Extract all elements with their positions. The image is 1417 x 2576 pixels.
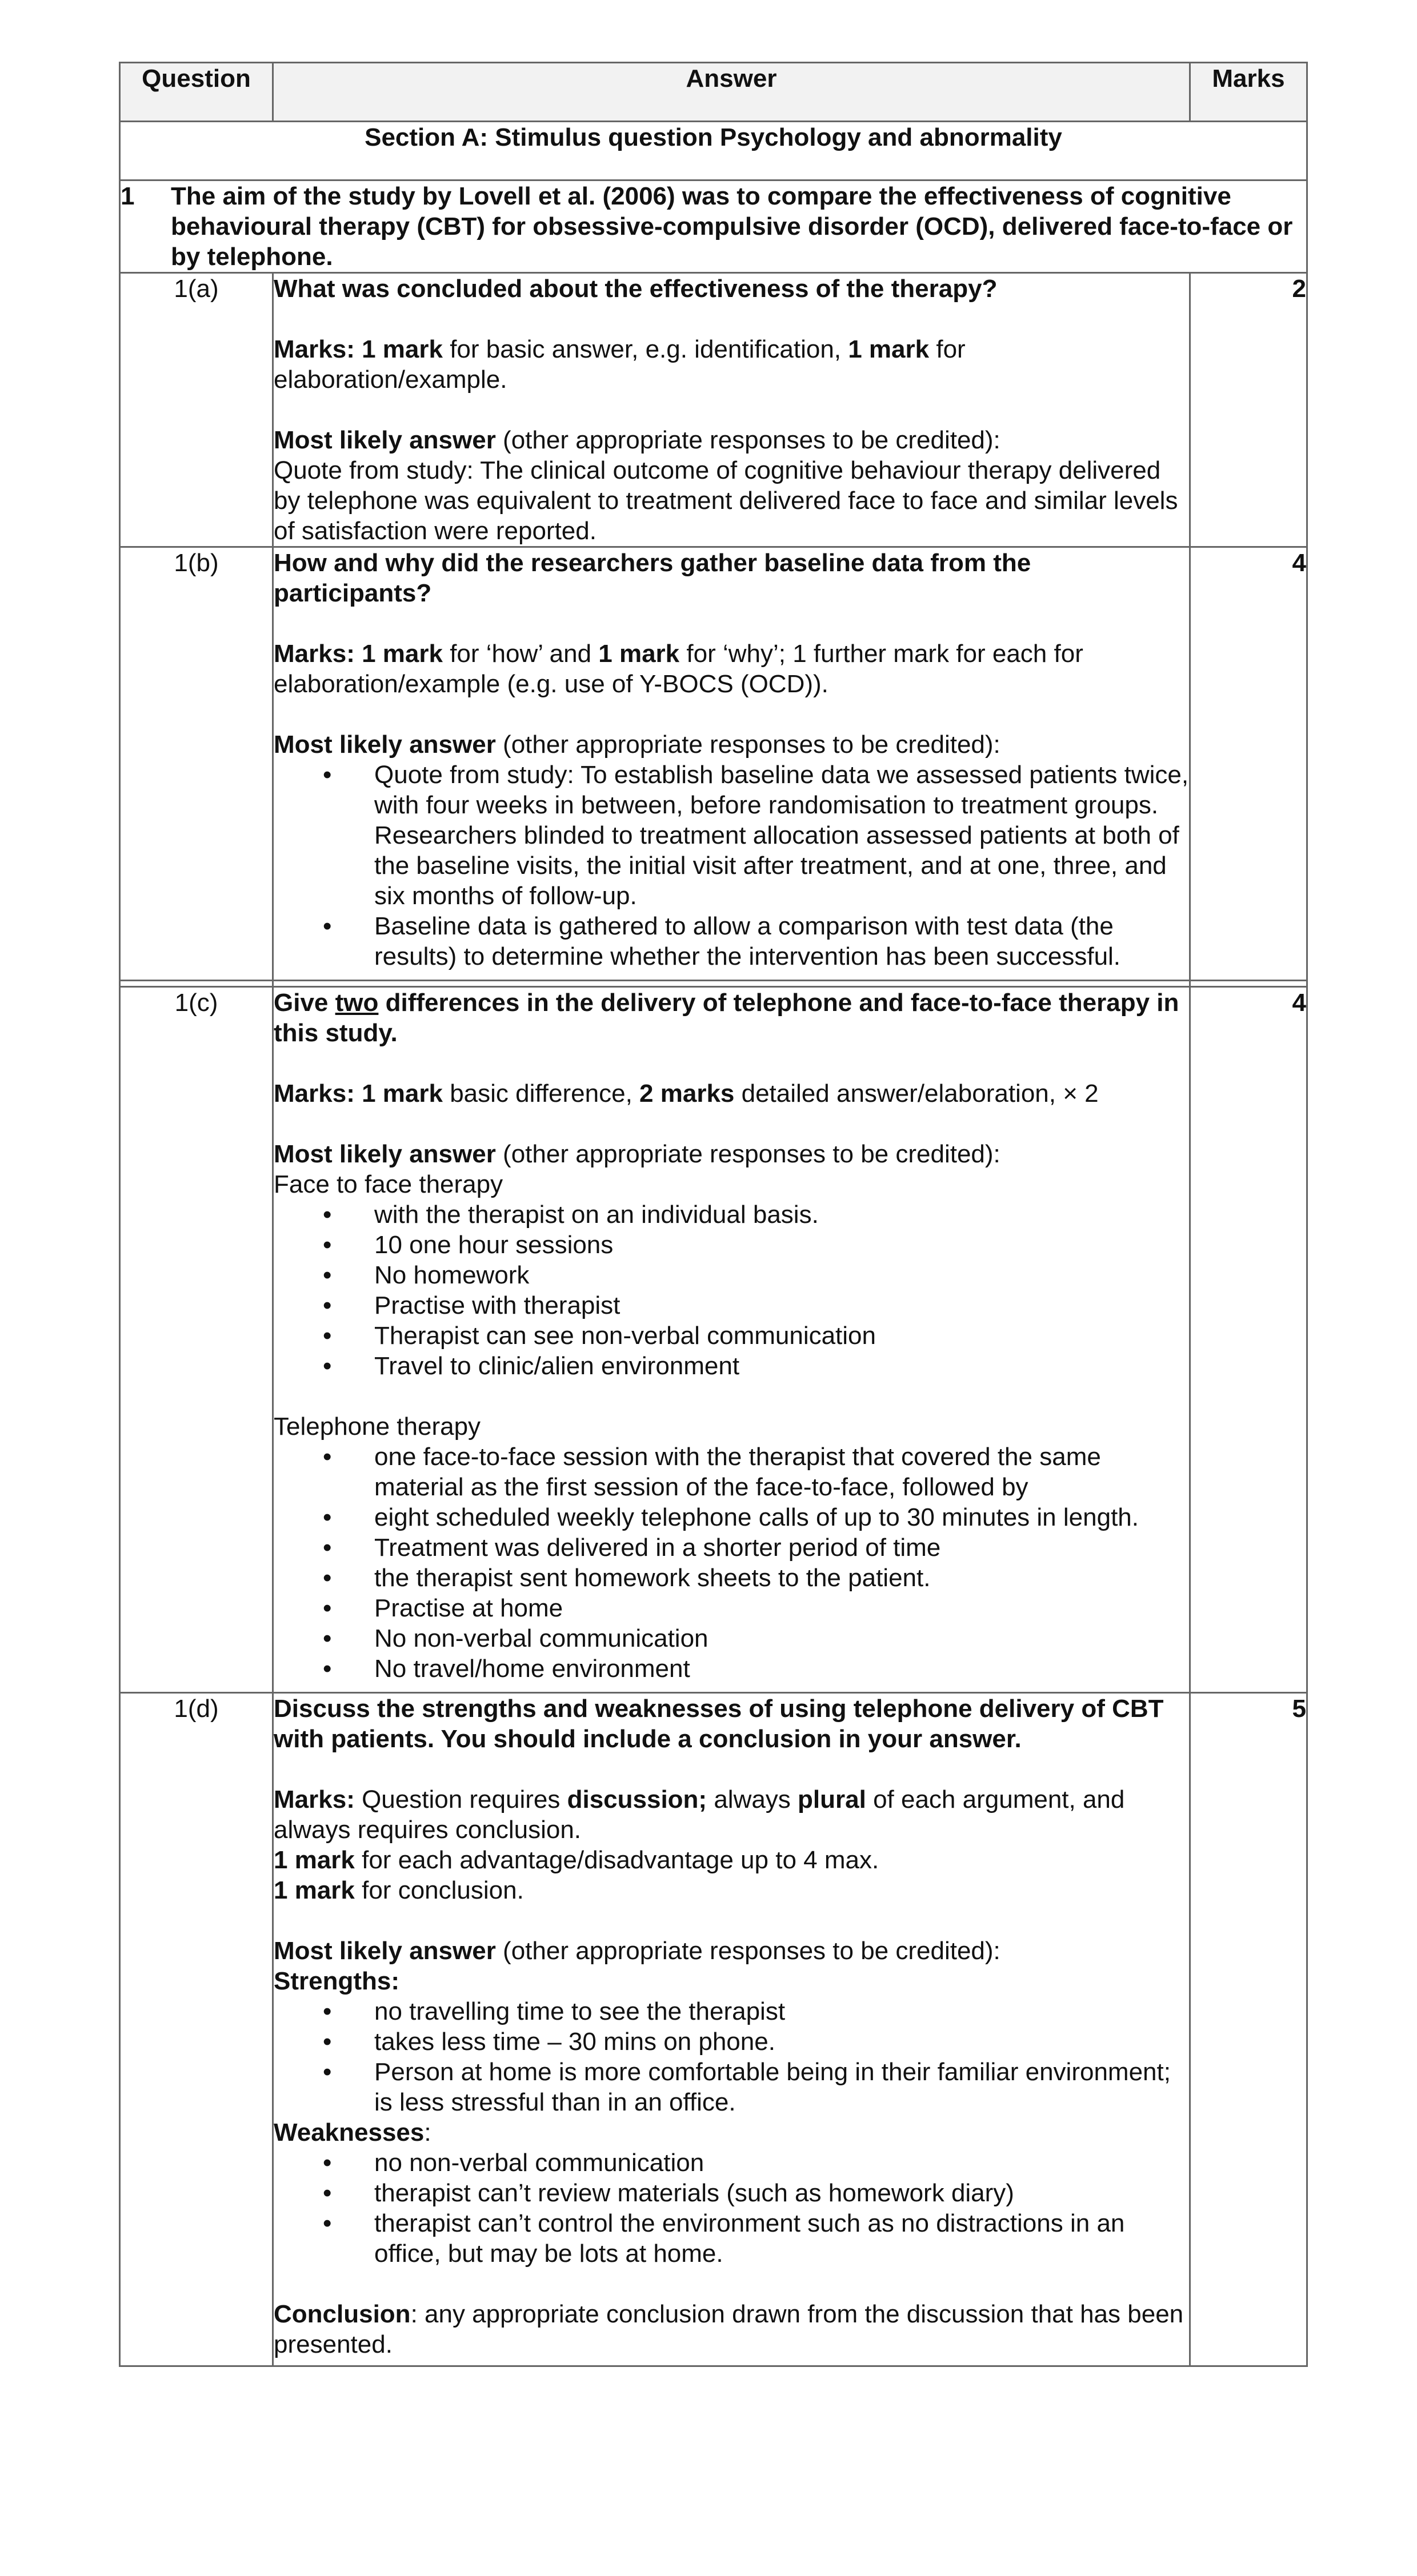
bullet-icon: • <box>323 2058 332 2086</box>
weaknesses-heading: Weaknesses: <box>274 2118 431 2146</box>
question-text: Discuss the strengths and weaknesses of using telephone delivery of CBT with patients. You should include a conclusion in your answer. <box>274 1695 1164 1753</box>
strengths-heading: Strengths: <box>274 1967 399 1995</box>
answer-cell <box>273 987 1190 1693</box>
marks-value: 5 <box>1190 1693 1307 2366</box>
question-number: 1(c) <box>120 987 273 1693</box>
question-text: How and why did the researchers gather baseline data from the participants? <box>274 549 1031 607</box>
marks-guidance-line2: 1 mark for each advantage/disadvantage up to 4 max. <box>274 1846 879 1874</box>
marks-guidance-line3: 1 mark for conclusion. <box>274 1876 524 1904</box>
list-item: • No travel/home environment <box>323 1655 690 1683</box>
list-item: • Treatment was delivered in a shorter period of time <box>323 1534 941 1562</box>
header-question: Question <box>120 63 273 122</box>
question-row-1a <box>120 273 1307 547</box>
marks-guidance: Marks: 1 mark for basic answer, e.g. identification, 1 mark for elaboration/example. <box>274 335 966 394</box>
question-row-1c <box>120 987 1307 1693</box>
bullet-icon: • <box>323 1534 332 1562</box>
section-row <box>120 122 1307 180</box>
answer-bullets <box>274 760 1189 972</box>
most-likely-answer-label: Most likely answer (other appropriate responses to be credited): <box>274 731 1000 759</box>
list-item: • the therapist sent homework sheets to the patient. <box>323 1564 931 1592</box>
face-to-face-bullets <box>274 1199 1189 1381</box>
list-item: • therapist can’t review materials (such as homework diary) <box>323 2179 1014 2207</box>
section-title: Section A: Stimulus question Psychology and abnormality <box>120 122 1307 180</box>
bullet-icon: • <box>323 2028 332 2056</box>
answer-cell <box>273 273 1190 547</box>
marks-guidance: Marks: Question requires discussion; always plural of each argument, and always requires conclusion. <box>274 1785 1125 1844</box>
marks-guidance: Marks: 1 mark basic difference, 2 marks detailed answer/elaboration, × 2 <box>274 1080 1099 1108</box>
marks-value: 4 <box>1190 987 1307 1693</box>
answer-cell <box>273 1693 1190 2366</box>
list-item: • Practise with therapist <box>323 1291 621 1319</box>
bullet-icon: • <box>323 1564 332 1592</box>
bullet-icon: • <box>323 1201 332 1229</box>
most-likely-answer-label: Most likely answer (other appropriate responses to be credited): <box>274 1937 1000 1965</box>
bullet-icon: • <box>323 1231 332 1259</box>
answer-cell <box>273 547 1190 981</box>
most-likely-answer-label: Most likely answer (other appropriate responses to be credited): <box>274 426 1000 454</box>
question-number: 1(d) <box>120 1693 273 2366</box>
strengths-bullets <box>274 1996 1189 2117</box>
stem-cell <box>120 180 1307 273</box>
telephone-heading: Telephone therapy <box>274 1413 481 1441</box>
bullet-icon: • <box>323 1352 332 1380</box>
bullet-icon: • <box>323 1594 332 1622</box>
telephone-bullets <box>274 1442 1189 1684</box>
conclusion-text: Conclusion: any appropriate conclusion drawn from the discussion that has been presented. <box>274 2300 1184 2358</box>
answer-text: Quote from study: The clinical outcome of cognitive behaviour therapy delivered by telephone was equivalent to treatment delivered face to face and similar levels of satisfaction were reported. <box>274 456 1178 545</box>
marks-guidance: Marks: 1 mark for ‘how’ and 1 mark for ‘why’; 1 further mark for each for elaboration/example (e.g. use of Y-BOCS (OCD)). <box>274 640 1083 698</box>
list-item: • no non-verbal communication <box>323 2149 705 2177</box>
most-likely-answer-label: Most likely answer (other appropriate responses to be credited): <box>274 1140 1000 1168</box>
bullet-icon: • <box>323 1443 332 1471</box>
stem-number: 1 <box>121 182 135 210</box>
list-item: • eight scheduled weekly telephone calls of up to 30 minutes in length. <box>323 1503 1139 1531</box>
weaknesses-bullets <box>274 2148 1189 2269</box>
header-row <box>120 63 1307 122</box>
bullet-icon: • <box>323 2149 332 2177</box>
header-marks: Marks <box>1190 63 1307 122</box>
list-item: • Baseline data is gathered to allow a comparison with test data (the results) to determine whether the intervention has been successful. <box>323 912 1121 970</box>
list-item: • Travel to clinic/alien environment <box>323 1352 740 1380</box>
list-item: • therapist can’t control the environment such as no distractions in an office, but may be lots at home. <box>323 2209 1125 2268</box>
bullet-icon: • <box>323 1655 332 1683</box>
bullet-icon: • <box>323 761 332 789</box>
list-item: • Person at home is more comfortable being in their familiar environment; is less stressful than in an office. <box>323 2058 1171 2116</box>
list-item: • no travelling time to see the therapist <box>323 1997 786 2025</box>
list-item: • 10 one hour sessions <box>323 1231 614 1259</box>
bullet-icon: • <box>323 1261 332 1289</box>
face-to-face-heading: Face to face therapy <box>274 1170 503 1198</box>
bullet-icon: • <box>323 1322 332 1350</box>
list-item: • No homework <box>323 1261 530 1289</box>
bullet-icon: • <box>323 2209 332 2237</box>
question-number: 1(b) <box>120 547 273 981</box>
stem-text: The aim of the study by Lovell et al. (2006) was to compare the effectiveness of cognitive behavioural therapy (CBT) for obsessive-compulsive disorder (OCD), delivered face-to-face or by telephone. <box>171 182 1293 271</box>
stem-row <box>120 180 1307 273</box>
list-item: • takes less time – 30 mins on phone. <box>323 2028 775 2056</box>
list-item: • Quote from study: To establish baseline data we assessed patients twice, with four weeks in between, before randomisation to treatment groups. Researchers blinded to treatment allocation assessed patients at both of the baseline visits, the initial visit after treatment, and at one, three, and six months of follow-up. <box>323 761 1189 910</box>
bullet-icon: • <box>323 1503 332 1531</box>
bullet-icon: • <box>323 912 332 940</box>
question-text: Give two differences in the delivery of telephone and face-to-face therapy in this study. <box>274 989 1179 1047</box>
list-item: • with the therapist on an individual basis. <box>323 1201 819 1229</box>
list-item: • Practise at home <box>323 1594 563 1622</box>
marks-value: 2 <box>1190 273 1307 547</box>
mark-scheme-table <box>119 62 1308 2367</box>
question-number: 1(a) <box>120 273 273 547</box>
question-row-1b <box>120 547 1307 981</box>
bullet-icon: • <box>323 1291 332 1319</box>
question-row-1d <box>120 1693 1307 2366</box>
bullet-icon: • <box>323 1997 332 2025</box>
question-text: What was concluded about the effectiveness of the therapy? <box>274 275 998 303</box>
double-rule-row <box>120 981 1307 987</box>
header-answer: Answer <box>273 63 1190 122</box>
list-item: • Therapist can see non-verbal communication <box>323 1322 876 1350</box>
marks-value: 4 <box>1190 547 1307 981</box>
bullet-icon: • <box>323 2179 332 2207</box>
list-item: • No non-verbal communication <box>323 1624 708 1652</box>
list-item: • one face-to-face session with the therapist that covered the same material as the first session of the face-to-face, followed by <box>323 1443 1101 1501</box>
bullet-icon: • <box>323 1624 332 1652</box>
